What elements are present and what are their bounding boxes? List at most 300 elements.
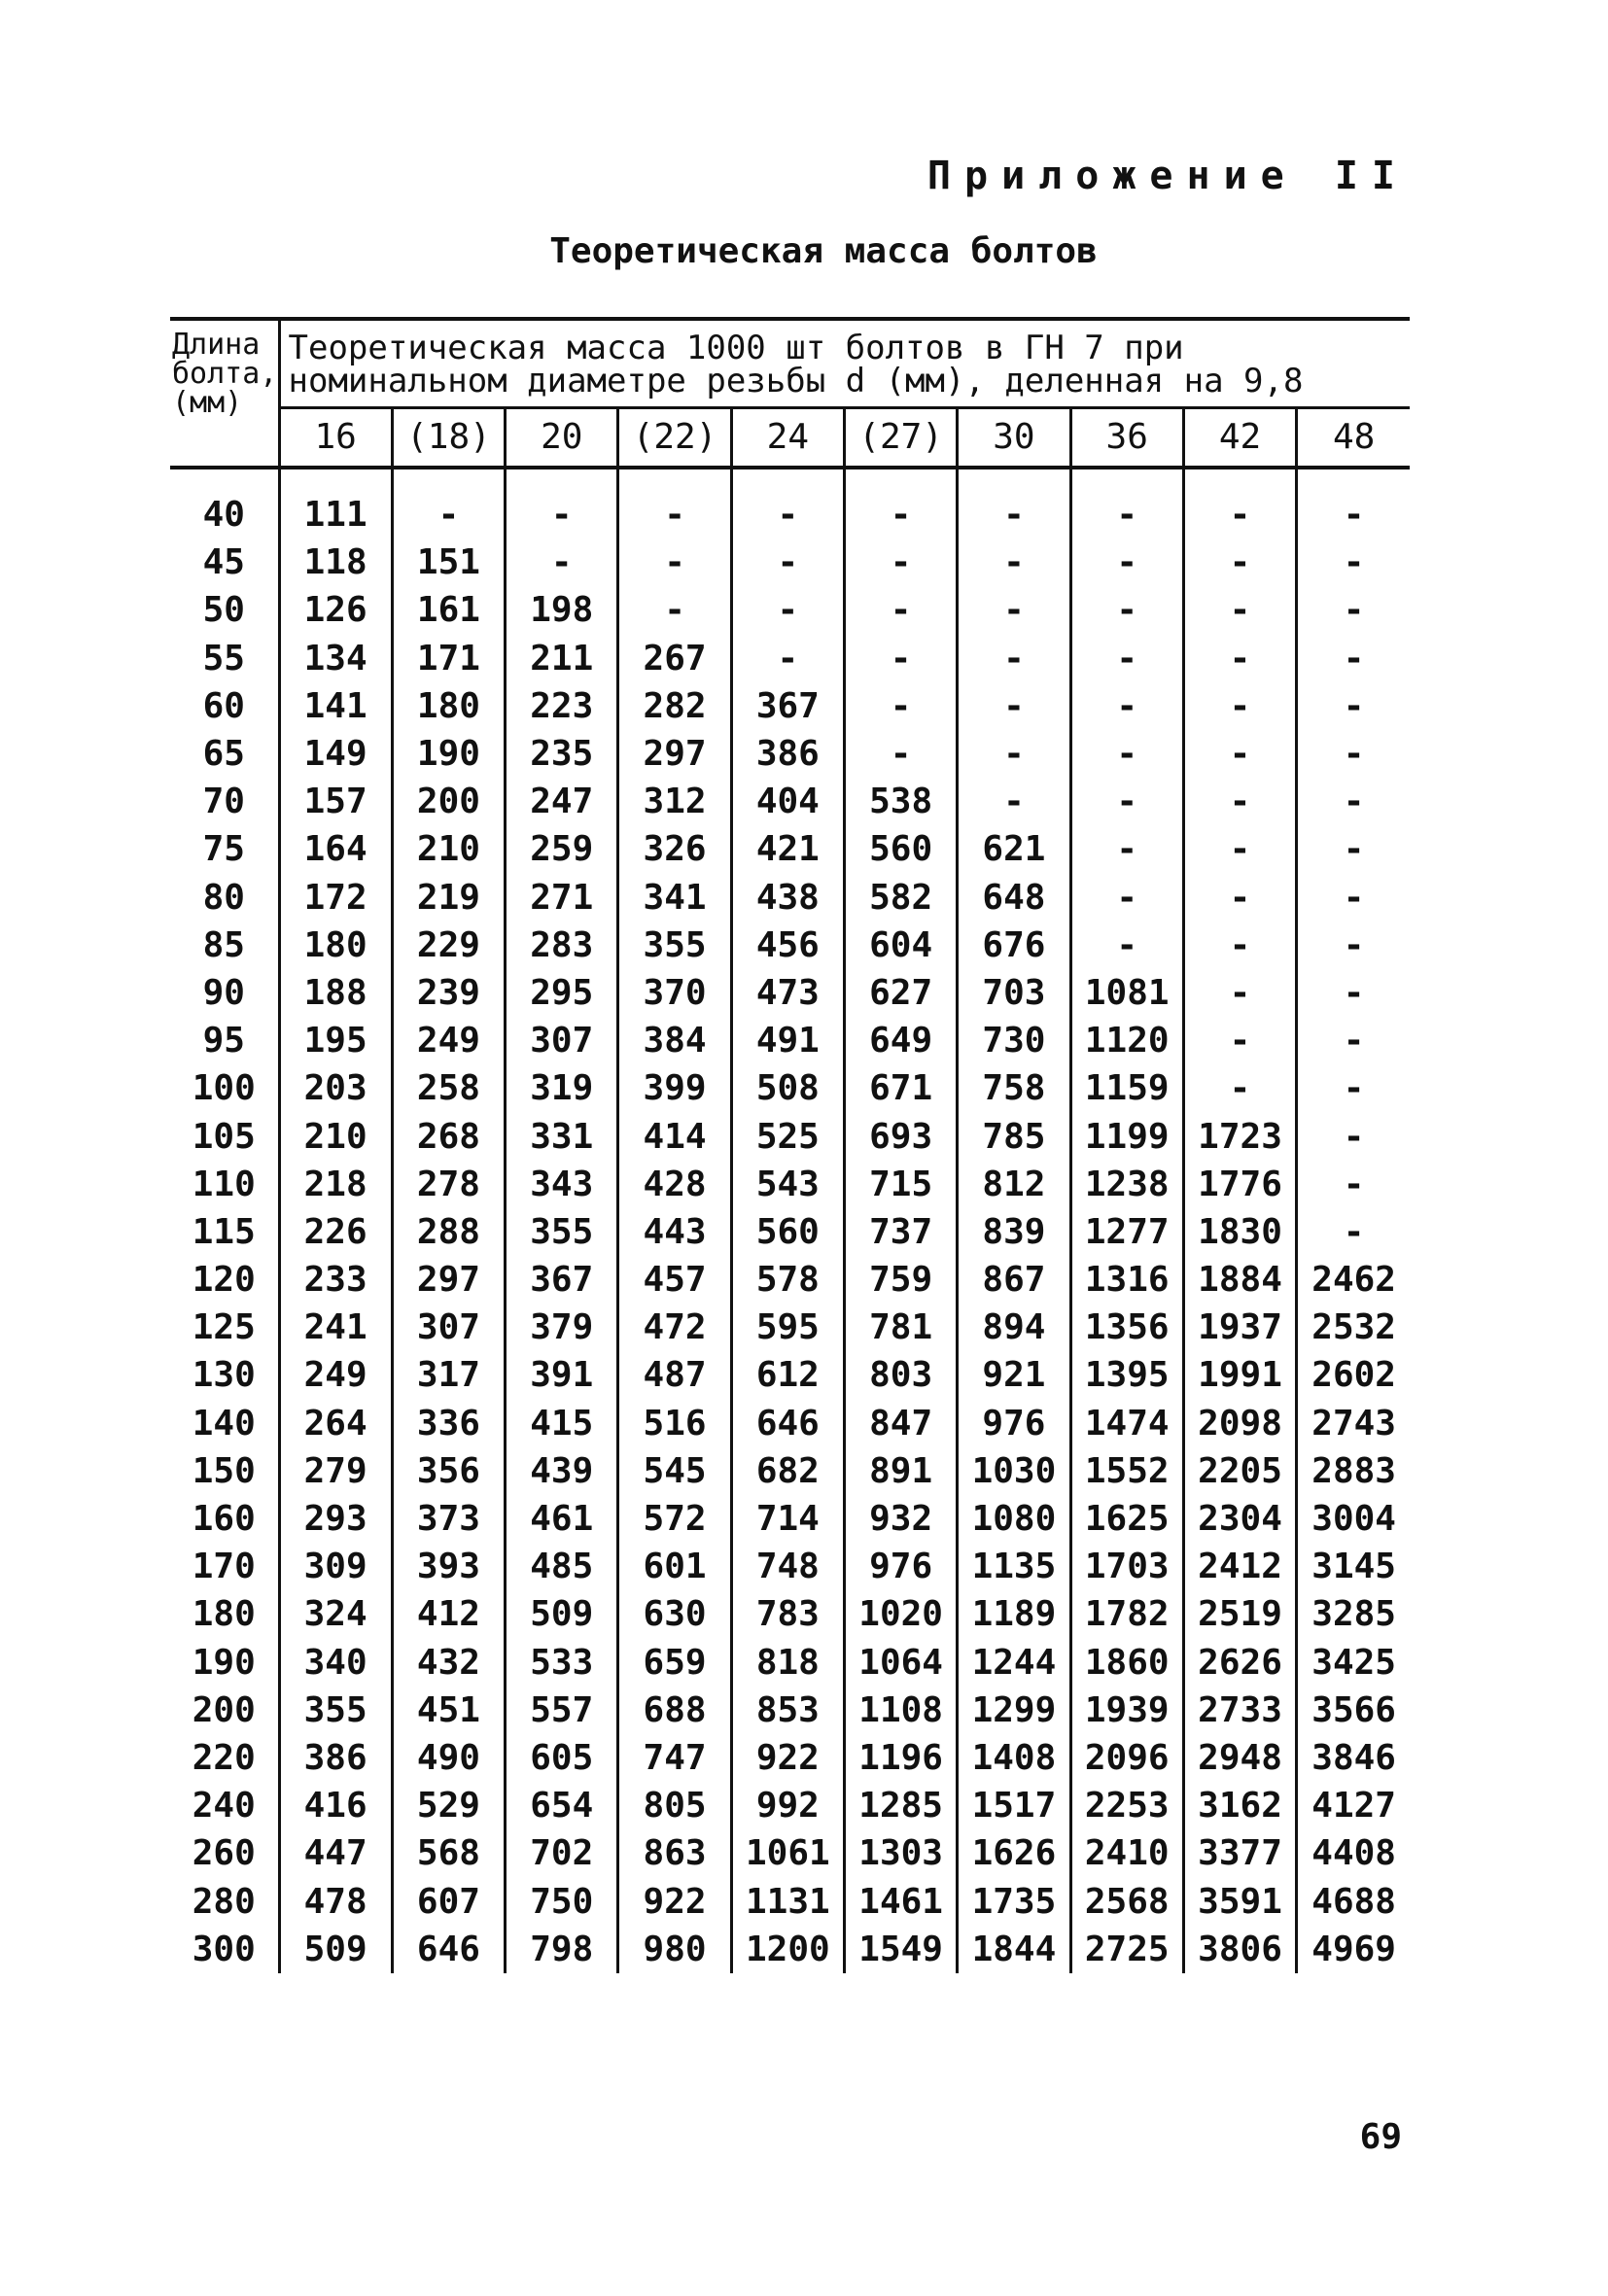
mass-value-cell: - [1297, 922, 1410, 969]
table-row [170, 730, 1410, 778]
mass-value-cell: - [1297, 730, 1410, 778]
mass-value-cell: - [1297, 682, 1410, 730]
mass-value-cell: 324 [279, 1590, 392, 1638]
mass-value-cell: 702 [506, 1829, 618, 1877]
mass-value-cell: - [958, 539, 1070, 586]
mass-value-cell: 3377 [1183, 1829, 1296, 1877]
mass-value-cell: - [844, 468, 957, 539]
table-row [170, 874, 1410, 922]
diameter-header-cell: 16 [279, 408, 392, 469]
mass-value-cell: 648 [958, 874, 1070, 922]
mass-value-cell: 1299 [958, 1687, 1070, 1734]
mass-value-cell: 1461 [844, 1877, 957, 1925]
mass-value-cell: 560 [844, 825, 957, 873]
mass-value-cell: 355 [506, 1208, 618, 1256]
mass-value-cell: - [1297, 778, 1410, 825]
mass-value-cell: 2412 [1183, 1543, 1296, 1590]
mass-value-cell: 451 [392, 1687, 505, 1734]
mass-value-cell: 1830 [1183, 1208, 1296, 1256]
mass-value-cell: 2602 [1297, 1351, 1410, 1399]
mass-value-cell: 1064 [844, 1639, 957, 1687]
mass-value-cell: 3004 [1297, 1495, 1410, 1543]
mass-value-cell: - [1297, 468, 1410, 539]
mass-value-cell: - [844, 586, 957, 634]
mass-value-cell: 1200 [731, 1926, 844, 1973]
mass-value-cell: 2532 [1297, 1304, 1410, 1351]
mass-value-cell: 268 [392, 1112, 505, 1160]
mass-value-cell: - [1297, 1208, 1410, 1256]
table-row [170, 1734, 1410, 1782]
mass-value-cell: 190 [392, 730, 505, 778]
mass-value-cell: 264 [279, 1400, 392, 1447]
mass-value-cell: - [1183, 778, 1296, 825]
diameter-header-cell: (18) [392, 408, 505, 469]
mass-value-cell: 1844 [958, 1926, 1070, 1973]
mass-value-cell: 210 [392, 825, 505, 873]
mass-value-cell: - [1070, 922, 1183, 969]
mass-value-cell: - [731, 586, 844, 634]
bolt-length-cell: 70 [202, 782, 245, 822]
mass-value-cell: 1735 [958, 1877, 1070, 1925]
mass-value-cell: 1020 [844, 1590, 957, 1638]
mass-value-cell: 188 [279, 969, 392, 1017]
mass-value-cell: 2205 [1183, 1447, 1296, 1495]
table-row [170, 1112, 1410, 1160]
mass-value-cell: 516 [618, 1400, 731, 1447]
mass-value-cell: 157 [279, 778, 392, 825]
bolt-length-cell: 280 [192, 1881, 256, 1922]
mass-value-cell: 1860 [1070, 1639, 1183, 1687]
mass-value-cell: 758 [958, 1064, 1070, 1112]
mass-value-cell: 485 [506, 1543, 618, 1590]
mass-value-cell: - [1070, 635, 1183, 682]
mass-value-cell: 1884 [1183, 1256, 1296, 1304]
mass-value-cell: 703 [958, 969, 1070, 1017]
mass-value-cell: 447 [279, 1829, 392, 1877]
mass-value-cell: 421 [731, 825, 844, 873]
mass-value-cell: 1703 [1070, 1543, 1183, 1590]
mass-value-cell: 671 [844, 1064, 957, 1112]
mass-value-cell: - [958, 730, 1070, 778]
mass-value-cell: - [844, 539, 957, 586]
mass-value-cell: 557 [506, 1687, 618, 1734]
mass-value-cell: 863 [618, 1829, 731, 1877]
mass-value-cell: 1120 [1070, 1017, 1183, 1064]
mass-value-cell: - [1183, 874, 1296, 922]
mass-value-cell: 428 [618, 1161, 731, 1208]
mass-value-cell: 391 [506, 1351, 618, 1399]
mass-value-cell: 646 [392, 1926, 505, 1973]
mass-value-cell: 432 [392, 1639, 505, 1687]
mass-value-cell: 370 [618, 969, 731, 1017]
mass-value-cell: 341 [618, 874, 731, 922]
mass-value-cell: 134 [279, 635, 392, 682]
mass-value-cell: - [506, 468, 618, 539]
mass-value-cell: 203 [279, 1064, 392, 1112]
mass-value-cell: 319 [506, 1064, 618, 1112]
mass-value-cell: 4127 [1297, 1782, 1410, 1829]
table-row [170, 922, 1410, 969]
mass-value-cell: 572 [618, 1495, 731, 1543]
mass-value-cell: 578 [731, 1256, 844, 1304]
mass-value-cell: 1549 [844, 1926, 957, 1973]
mass-value-cell: 355 [279, 1687, 392, 1734]
mass-value-cell: 560 [731, 1208, 844, 1256]
bolt-length-cell: 130 [192, 1355, 256, 1396]
appendix-label: Приложение II [926, 154, 1409, 198]
table-row [170, 1208, 1410, 1256]
table-row [170, 1782, 1410, 1829]
mass-value-cell: 279 [279, 1447, 392, 1495]
mass-value-cell: 545 [618, 1447, 731, 1495]
mass-value-cell: 164 [279, 825, 392, 873]
mass-value-cell: 491 [731, 1017, 844, 1064]
table-row [170, 825, 1410, 873]
mass-value-cell: 443 [618, 1208, 731, 1256]
mass-value-cell: 1189 [958, 1590, 1070, 1638]
mass-value-cell: 297 [618, 730, 731, 778]
mass-value-cell: 259 [506, 825, 618, 873]
mass-value-cell: 1316 [1070, 1256, 1183, 1304]
mass-value-cell: 439 [506, 1447, 618, 1495]
mass-value-cell: 386 [279, 1734, 392, 1782]
mass-value-cell: 3846 [1297, 1734, 1410, 1782]
table-row [170, 468, 1410, 539]
mass-value-cell: 456 [731, 922, 844, 969]
mass-value-cell: 682 [731, 1447, 844, 1495]
mass-value-cell: 818 [731, 1639, 844, 1687]
length-column-header: Длина болта, (мм) [170, 319, 279, 468]
mass-value-cell: - [1183, 969, 1296, 1017]
mass-value-cell: 747 [618, 1734, 731, 1782]
mass-value-cell: 233 [279, 1256, 392, 1304]
mass-value-cell: 1625 [1070, 1495, 1183, 1543]
mass-value-cell: 1395 [1070, 1351, 1183, 1399]
mass-value-cell: 2096 [1070, 1734, 1183, 1782]
mass-value-cell: 118 [279, 539, 392, 586]
mass-value-cell: 1408 [958, 1734, 1070, 1782]
mass-value-cell: 386 [731, 730, 844, 778]
bolt-length-cell: 60 [202, 685, 245, 726]
table-row [170, 1687, 1410, 1734]
mass-value-cell: 992 [731, 1782, 844, 1829]
mass-value-cell: 1776 [1183, 1161, 1296, 1208]
mass-value-cell: - [844, 682, 957, 730]
mass-value-cell: 659 [618, 1639, 731, 1687]
mass-value-cell: - [1183, 730, 1296, 778]
mass-value-cell: 295 [506, 969, 618, 1017]
mass-value-cell: 607 [392, 1877, 505, 1925]
mass-value-cell: 1517 [958, 1782, 1070, 1829]
bolt-length-cell: 120 [192, 1260, 256, 1301]
mass-value-cell: - [958, 635, 1070, 682]
mass-value-cell: 172 [279, 874, 392, 922]
table-row [170, 1017, 1410, 1064]
bolt-length-cell: 50 [202, 590, 245, 631]
mass-value-cell: - [958, 468, 1070, 539]
mass-value-cell: 1552 [1070, 1447, 1183, 1495]
mass-value-cell: 654 [506, 1782, 618, 1829]
mass-value-cell: 803 [844, 1351, 957, 1399]
mass-value-cell: 307 [392, 1304, 505, 1351]
mass-value-cell: 1939 [1070, 1687, 1183, 1734]
mass-value-cell: 980 [618, 1926, 731, 1973]
mass-value-cell: 416 [279, 1782, 392, 1829]
mass-value-cell: 1159 [1070, 1064, 1183, 1112]
mass-value-cell: 472 [618, 1304, 731, 1351]
mass-value-cell: 595 [731, 1304, 844, 1351]
mass-value-cell: - [1183, 1017, 1296, 1064]
mass-value-cell: - [1297, 1017, 1410, 1064]
mass-value-cell: 356 [392, 1447, 505, 1495]
mass-value-cell: - [1070, 730, 1183, 778]
mass-value-cell: - [1297, 874, 1410, 922]
mass-value-cell: 126 [279, 586, 392, 634]
mass-value-cell: - [618, 468, 731, 539]
mass-value-cell: 415 [506, 1400, 618, 1447]
mass-value-cell: 509 [279, 1926, 392, 1973]
mass-value-cell: 2253 [1070, 1782, 1183, 1829]
bolt-mass-table-container [170, 317, 1410, 1973]
mass-value-cell: 2568 [1070, 1877, 1183, 1925]
mass-value-cell: 3591 [1183, 1877, 1296, 1925]
mass-value-cell: 229 [392, 922, 505, 969]
table-body [170, 468, 1410, 1973]
mass-value-cell: - [844, 635, 957, 682]
mass-value-cell: 247 [506, 778, 618, 825]
mass-value-cell: 2743 [1297, 1400, 1410, 1447]
mass-value-cell: 307 [506, 1017, 618, 1064]
bolt-length-cell: 80 [202, 877, 245, 918]
mass-value-cell: - [1183, 635, 1296, 682]
diameter-header-cell: 42 [1183, 408, 1296, 469]
mass-value-cell: 715 [844, 1161, 957, 1208]
mass-value-cell: 241 [279, 1304, 392, 1351]
mass-value-cell: 1061 [731, 1829, 844, 1877]
mass-value-cell: 508 [731, 1064, 844, 1112]
mass-value-cell: 4969 [1297, 1926, 1410, 1973]
mass-value-cell: 529 [392, 1782, 505, 1829]
mass-value-cell: 258 [392, 1064, 505, 1112]
mass-value-cell: 2948 [1183, 1734, 1296, 1782]
mass-value-cell: 473 [731, 969, 844, 1017]
mass-value-cell: - [958, 682, 1070, 730]
mass-value-cell: 582 [844, 874, 957, 922]
mass-value-cell: - [1183, 682, 1296, 730]
mass-value-cell: 630 [618, 1590, 731, 1638]
mass-value-cell: 976 [844, 1543, 957, 1590]
mass-value-cell: - [844, 730, 957, 778]
bolt-length-cell: 115 [192, 1211, 256, 1252]
mass-value-cell: - [1297, 1161, 1410, 1208]
mass-value-cell: 249 [279, 1351, 392, 1399]
table-row [170, 1590, 1410, 1638]
table-row [170, 1829, 1410, 1877]
table-row [170, 1351, 1410, 1399]
mass-value-cell: 737 [844, 1208, 957, 1256]
mass-value-cell: - [618, 539, 731, 586]
mass-value-cell: - [958, 778, 1070, 825]
mass-value-cell: 783 [731, 1590, 844, 1638]
mass-value-cell: 282 [618, 682, 731, 730]
mass-value-cell: 867 [958, 1256, 1070, 1304]
mass-value-cell: 210 [279, 1112, 392, 1160]
mass-value-cell: - [1297, 969, 1410, 1017]
mass-value-cell: - [1183, 1064, 1296, 1112]
mass-value-cell: 384 [618, 1017, 731, 1064]
mass-value-cell: 1303 [844, 1829, 957, 1877]
mass-value-cell: 487 [618, 1351, 731, 1399]
mass-value-cell: 1199 [1070, 1112, 1183, 1160]
mass-value-cell: 748 [731, 1543, 844, 1590]
mass-value-cell: 195 [279, 1017, 392, 1064]
mass-value-cell: 367 [506, 1256, 618, 1304]
mass-value-cell: 2883 [1297, 1447, 1410, 1495]
mass-value-cell: 605 [506, 1734, 618, 1782]
mass-value-cell: 340 [279, 1639, 392, 1687]
table-row [170, 1543, 1410, 1590]
mass-value-cell: 1285 [844, 1782, 957, 1829]
mass-value-cell: 297 [392, 1256, 505, 1304]
bolt-length-cell: 40 [202, 495, 245, 536]
mass-value-cell: 1626 [958, 1829, 1070, 1877]
table-row [170, 682, 1410, 730]
mass-value-cell: - [1070, 825, 1183, 873]
mass-value-cell: 151 [392, 539, 505, 586]
mass-value-cell: 4408 [1297, 1829, 1410, 1877]
mass-value-cell: 693 [844, 1112, 957, 1160]
mass-value-cell: 2626 [1183, 1639, 1296, 1687]
mass-value-cell: 414 [618, 1112, 731, 1160]
bolt-length-cell: 90 [202, 972, 245, 1013]
page-number: 69 [1359, 2117, 1402, 2157]
mass-value-cell: 1356 [1070, 1304, 1183, 1351]
mass-value-cell: 894 [958, 1304, 1070, 1351]
bolt-length-cell: 160 [192, 1499, 256, 1540]
mass-value-cell: - [1183, 539, 1296, 586]
mass-value-cell: 2519 [1183, 1590, 1296, 1638]
mass-value-cell: 750 [506, 1877, 618, 1925]
mass-value-cell: 1030 [958, 1447, 1070, 1495]
bolt-length-cell: 150 [192, 1450, 256, 1491]
table-row [170, 1447, 1410, 1495]
mass-value-cell: 278 [392, 1161, 505, 1208]
bolt-length-cell: 125 [192, 1307, 256, 1348]
mass-value-cell: 171 [392, 635, 505, 682]
mass-value-cell: - [618, 586, 731, 634]
mass-value-cell: 805 [618, 1782, 731, 1829]
mass-value-cell: - [1070, 778, 1183, 825]
table-row [170, 635, 1410, 682]
mass-value-cell: 525 [731, 1112, 844, 1160]
mass-value-cell: 543 [731, 1161, 844, 1208]
mass-value-cell: 1081 [1070, 969, 1183, 1017]
mass-value-cell: 932 [844, 1495, 957, 1543]
mass-value-cell: - [1183, 586, 1296, 634]
page-title: Теоретическая масса болтов [549, 231, 1098, 271]
mass-value-cell: 149 [279, 730, 392, 778]
mass-value-cell: 309 [279, 1543, 392, 1590]
mass-value-cell: 1238 [1070, 1161, 1183, 1208]
mass-value-cell: - [731, 635, 844, 682]
mass-value-cell: 798 [506, 1926, 618, 1973]
mass-value-cell: 457 [618, 1256, 731, 1304]
bolt-length-cell: 105 [192, 1116, 256, 1157]
mass-value-cell: 326 [618, 825, 731, 873]
bolt-length-cell: 180 [192, 1594, 256, 1635]
mass-value-cell: 399 [618, 1064, 731, 1112]
mass-value-cell: - [958, 586, 1070, 634]
mass-value-cell: 3145 [1297, 1543, 1410, 1590]
mass-value-cell: 1937 [1183, 1304, 1296, 1351]
mass-value-cell: 141 [279, 682, 392, 730]
diameter-header-cell: 20 [506, 408, 618, 469]
mass-value-cell: 461 [506, 1495, 618, 1543]
mass-value-cell: 921 [958, 1351, 1070, 1399]
mass-value-cell: 367 [731, 682, 844, 730]
mass-value-cell: 219 [392, 874, 505, 922]
mass-value-cell: 200 [392, 778, 505, 825]
mass-value-cell: 1474 [1070, 1400, 1183, 1447]
mass-value-cell: 438 [731, 874, 844, 922]
mass-value-cell: - [1070, 468, 1183, 539]
bolt-length-cell: 100 [192, 1068, 256, 1109]
mass-value-cell: 676 [958, 922, 1070, 969]
bolt-length-cell: 75 [202, 829, 245, 870]
mass-value-cell: 2098 [1183, 1400, 1296, 1447]
mass-value-cell: 976 [958, 1400, 1070, 1447]
mass-value-cell: 922 [731, 1734, 844, 1782]
mass-value-cell: 604 [844, 922, 957, 969]
mass-value-cell: 1991 [1183, 1351, 1296, 1399]
diameter-header-row [170, 408, 1410, 469]
mass-value-cell: 1108 [844, 1687, 957, 1734]
mass-value-cell: - [1297, 539, 1410, 586]
table-row [170, 586, 1410, 634]
mass-value-cell: 1080 [958, 1495, 1070, 1543]
mass-value-cell: 283 [506, 922, 618, 969]
mass-value-cell: 218 [279, 1161, 392, 1208]
bolt-length-cell: 65 [202, 734, 245, 775]
mass-value-cell: 180 [279, 922, 392, 969]
mass-value-cell: 1196 [844, 1734, 957, 1782]
bolt-length-cell: 85 [202, 924, 245, 965]
mass-value-cell: 612 [731, 1351, 844, 1399]
bolt-length-cell: 260 [192, 1833, 256, 1874]
mass-value-cell: 490 [392, 1734, 505, 1782]
mass-value-cell: 538 [844, 778, 957, 825]
mass-value-cell: 379 [506, 1304, 618, 1351]
mass-value-cell: 601 [618, 1543, 731, 1590]
mass-value-cell: - [506, 539, 618, 586]
mass-value-cell: 180 [392, 682, 505, 730]
diameter-header-cell: 30 [958, 408, 1070, 469]
mass-value-cell: 1135 [958, 1543, 1070, 1590]
bolt-length-cell: 170 [192, 1547, 256, 1587]
mass-value-cell: 891 [844, 1447, 957, 1495]
table-row [170, 1495, 1410, 1543]
mass-value-cell: 223 [506, 682, 618, 730]
diameter-header-cell: (22) [618, 408, 731, 469]
mass-value-cell: 730 [958, 1017, 1070, 1064]
mass-value-cell: 3285 [1297, 1590, 1410, 1638]
mass-value-cell: 336 [392, 1400, 505, 1447]
mass-value-cell: 2462 [1297, 1256, 1410, 1304]
mass-value-cell: 688 [618, 1687, 731, 1734]
mass-value-cell: 1723 [1183, 1112, 1296, 1160]
mass-value-cell: - [1183, 922, 1296, 969]
bolt-length-cell: 45 [202, 542, 245, 583]
